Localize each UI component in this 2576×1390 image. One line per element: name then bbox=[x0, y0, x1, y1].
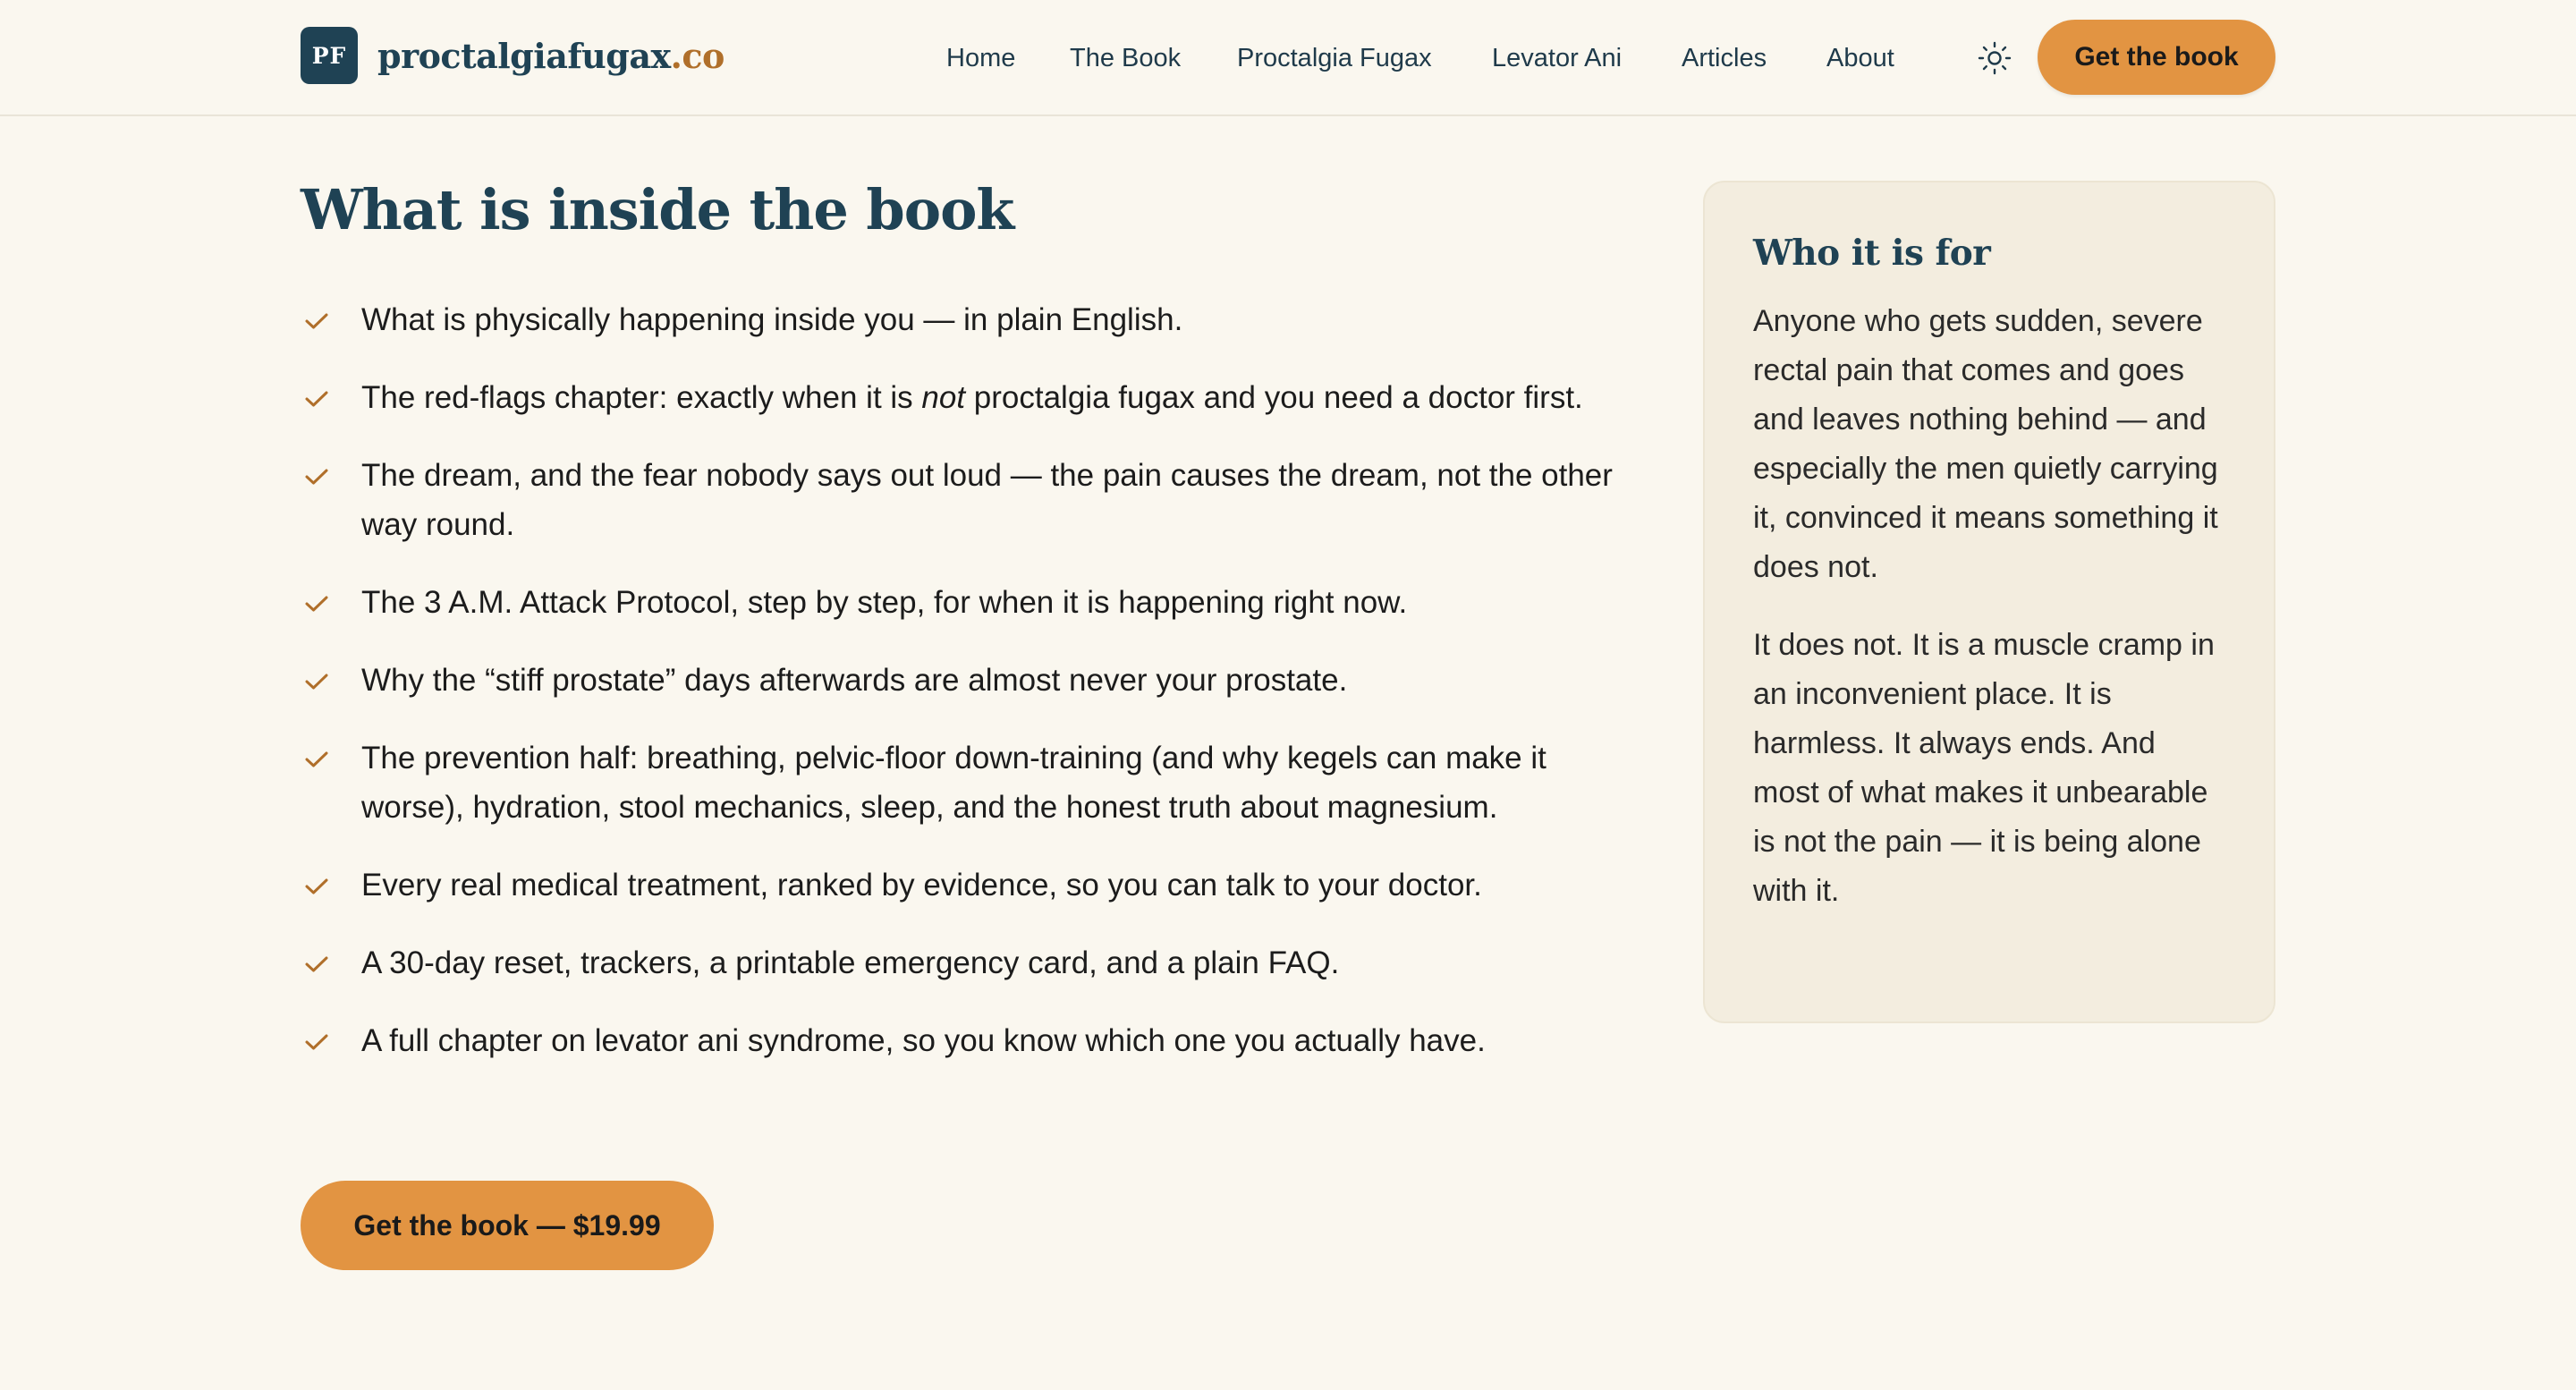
list-item-text bbox=[361, 302, 1182, 337]
list-item bbox=[301, 938, 1624, 987]
list-item bbox=[301, 451, 1624, 549]
who-it-is-for-card bbox=[1703, 181, 2275, 1023]
text-segment: The 3 A.M. Attack Protocol, step by step, for when it is happening right now. bbox=[361, 585, 1408, 620]
list-item bbox=[301, 295, 1624, 344]
check-icon bbox=[304, 389, 329, 409]
text-segment: Why the “stiff prostate” days afterwards are almost never your prostate. bbox=[361, 663, 1348, 698]
list-item bbox=[301, 1016, 1624, 1065]
theme-toggle-button[interactable] bbox=[1975, 38, 2014, 78]
nav-home[interactable]: Home bbox=[946, 44, 1016, 72]
nav-proctalgia-fugax[interactable]: Proctalgia Fugax bbox=[1237, 44, 1432, 72]
text-segment: proctalgia fugax and you need a doctor first. bbox=[965, 380, 1583, 415]
brand-name bbox=[377, 36, 724, 76]
list-item bbox=[301, 578, 1624, 627]
list-item-text bbox=[361, 1023, 1486, 1058]
book-contents-list bbox=[301, 295, 1624, 1094]
brand-name-tld: .co bbox=[670, 35, 724, 76]
check-icon bbox=[304, 1032, 329, 1052]
list-item-text bbox=[361, 945, 1339, 980]
brand-logo-link[interactable] bbox=[301, 27, 724, 84]
text-segment: The red-flags chapter: exactly when it is bbox=[361, 380, 922, 415]
aside-paragraph: It does not. It is a muscle cramp in an inconvenient place. It is harmless. It always ends. And most of what makes it unbearable is not the pain — it is being alone with it. bbox=[1753, 628, 2215, 908]
nav-about[interactable]: About bbox=[1826, 44, 1894, 72]
nav-articles[interactable]: Articles bbox=[1682, 44, 1767, 72]
list-item-text bbox=[361, 380, 1583, 415]
text-segment: A full chapter on levator ani syndrome, so you know which one you actually have. bbox=[361, 1023, 1486, 1058]
list-item bbox=[301, 373, 1624, 422]
page-title: What is inside the book bbox=[301, 177, 1014, 242]
text-segment: The dream, and the fear nobody says out loud — the pain causes the dream, not the other way round. bbox=[361, 458, 1613, 542]
check-icon bbox=[304, 467, 329, 487]
list-item bbox=[301, 656, 1624, 705]
text-segment: A 30-day reset, trackers, a printable emergency card, and a plain FAQ. bbox=[361, 945, 1340, 980]
list-item-text bbox=[361, 585, 1407, 620]
sun-icon bbox=[1977, 40, 2012, 76]
text-segment: Every real medical treatment, ranked by evidence, so you can talk to your doctor. bbox=[361, 868, 1482, 903]
check-icon bbox=[304, 594, 329, 614]
nav-the-book[interactable]: The Book bbox=[1070, 44, 1182, 72]
list-item-text bbox=[361, 741, 1546, 825]
text-segment: The prevention half: breathing, pelvic-floor down-training (and why kegels can make it worse), hydration, stool mechanics, sleep, and the honest truth about magnesium. bbox=[361, 741, 1546, 825]
logo-mark: PF bbox=[301, 27, 358, 84]
check-icon bbox=[304, 750, 329, 769]
brand-name-main: proctalgiafugax bbox=[377, 35, 671, 76]
aside-title: Who it is for bbox=[1753, 233, 1991, 274]
text-segment: What is physically happening inside you — in plain English. bbox=[361, 302, 1183, 337]
list-item-text bbox=[361, 868, 1482, 903]
list-item bbox=[301, 860, 1624, 910]
get-the-book-price-button[interactable]: Get the book — $19.99 bbox=[301, 1181, 714, 1270]
list-item bbox=[301, 733, 1624, 832]
check-icon bbox=[304, 311, 329, 331]
aside-paragraph: Anyone who gets sudden, severe rectal pain that comes and goes and leaves nothing behind — and especially the men quietly carrying it, convinced it means something it does not. bbox=[1753, 304, 2218, 584]
list-item-text bbox=[361, 663, 1347, 698]
check-icon bbox=[304, 954, 329, 974]
site-header bbox=[0, 0, 2576, 116]
emphasis-text: not bbox=[921, 380, 966, 415]
get-the-book-header-button[interactable]: Get the book bbox=[2038, 20, 2275, 95]
check-icon bbox=[304, 877, 329, 896]
check-icon bbox=[304, 672, 329, 691]
nav-levator-ani[interactable]: Levator Ani bbox=[1492, 44, 1623, 72]
list-item-text bbox=[361, 458, 1613, 542]
